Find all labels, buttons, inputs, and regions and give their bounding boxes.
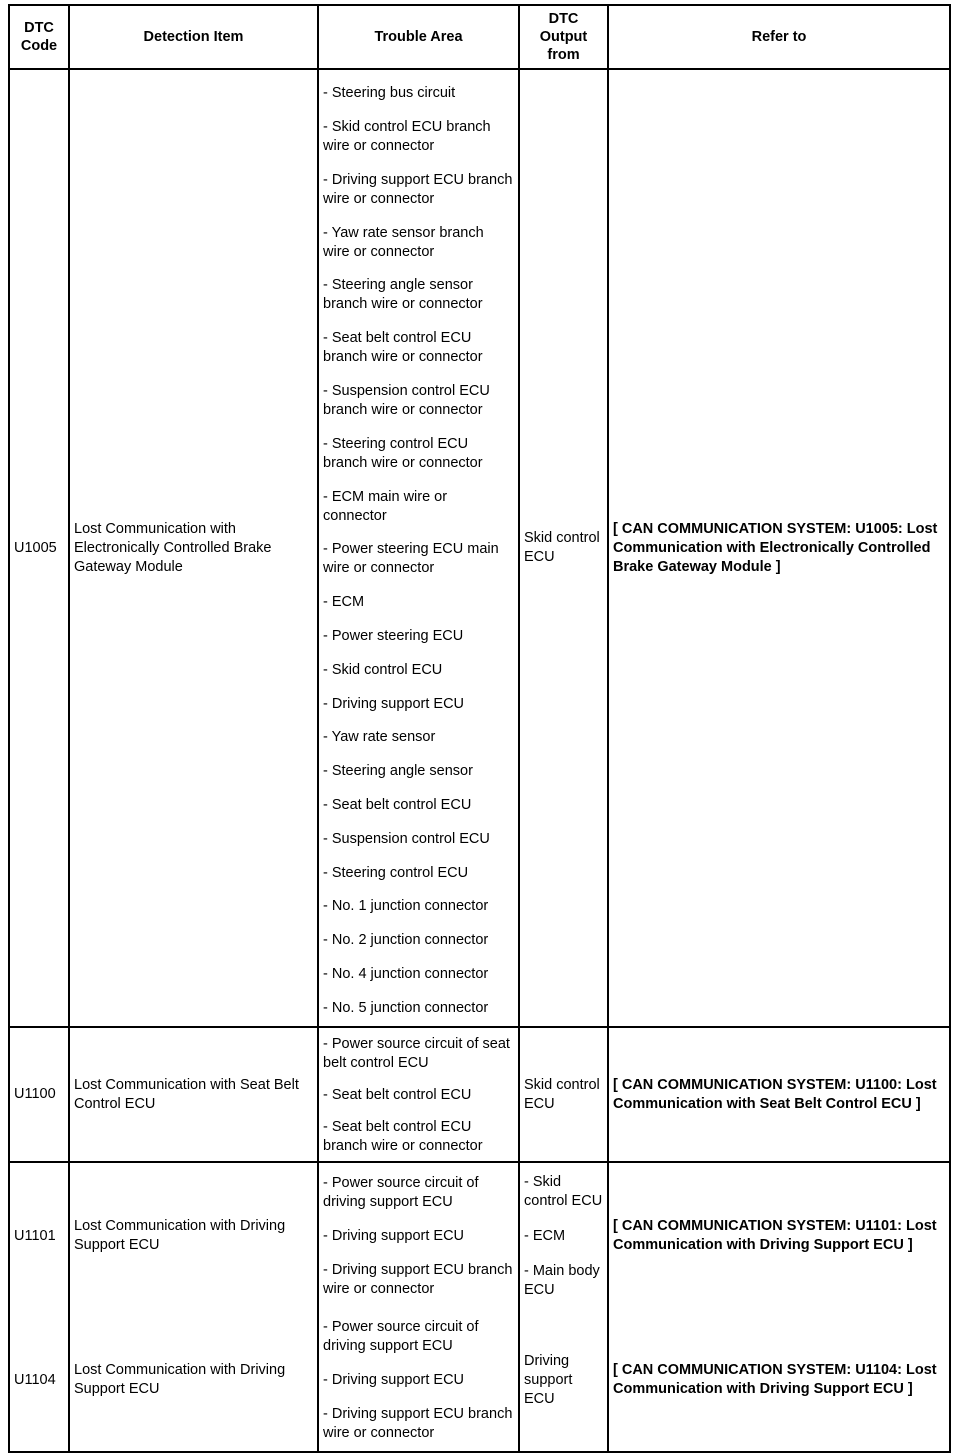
header-detection-item: Detection Item	[69, 5, 318, 69]
dtc-output-cell	[520, 1163, 607, 1309]
trouble-area-item: - Yaw rate sensor	[323, 729, 436, 746]
trouble-area-item: - Driving support ECU branch wire or connector	[323, 1261, 513, 1297]
trouble-area-item: - Driving support ECU	[323, 695, 465, 712]
trouble-area-item: - Power source circuit of driving support ECU	[323, 1174, 479, 1210]
dtc-output-cell: Skid control ECU	[519, 1027, 608, 1162]
trouble-area-item: - Steering bus circuit	[323, 85, 456, 102]
dtc-code-cell: U1101	[14, 1227, 56, 1244]
header-dtc-code: DTC Code	[9, 5, 69, 69]
trouble-area-list	[323, 84, 514, 1018]
trouble-area-item: - Driving support ECU	[323, 1371, 465, 1388]
dtc-output-list	[524, 1173, 603, 1300]
trouble-area-cell	[318, 69, 519, 1027]
dtc-code-group	[9, 1162, 69, 1452]
trouble-area-item: - Seat belt control ECU branch wire or connector	[323, 330, 483, 366]
trouble-area-item: - ECM	[323, 594, 365, 611]
trouble-area-item: - Driving support ECU branch wire or connector	[323, 1405, 513, 1441]
trouble-area-item: - Skid control ECU branch wire or connector	[323, 119, 491, 155]
trouble-area-cell	[319, 1163, 518, 1309]
dtc-code-cell: U1005	[9, 69, 69, 1027]
trouble-area-cell	[318, 1027, 519, 1162]
trouble-area-item: - Driving support ECU	[323, 1227, 465, 1244]
dtc-output-cell: Driving support ECU	[524, 1352, 573, 1407]
trouble-area-item: - Skid control ECU	[323, 661, 443, 678]
table-row-u1100	[9, 1027, 950, 1162]
trouble-area-item: - Driving support ECU branch wire or connector	[323, 171, 513, 207]
refer-to-link[interactable]: [ CAN COMMUNICATION SYSTEM: U1100: Lost Communication with Seat Belt Control ECU ]	[608, 1027, 950, 1162]
trouble-area-item: - ECM main wire or connector	[323, 488, 448, 524]
refer-to-group	[608, 1162, 950, 1452]
detection-item-cell: Lost Communication with Seat Belt Control ECU	[69, 1027, 318, 1162]
trouble-area-item: - Power source circuit of driving support ECU	[323, 1318, 479, 1354]
trouble-area-list	[323, 1035, 514, 1156]
trouble-area-item: - Seat belt control ECU	[323, 1087, 472, 1103]
header-dtc-output: DTC Output from	[519, 5, 608, 69]
trouble-area-item: - Seat belt control ECU	[323, 796, 472, 813]
header-trouble-area: Trouble Area	[318, 5, 519, 69]
table-header-row	[9, 5, 950, 69]
trouble-area-item: - Yaw rate sensor branch wire or connector	[323, 224, 484, 260]
dtc-code-cell: U1100	[9, 1027, 69, 1162]
table-row-u1005	[9, 69, 950, 1027]
refer-to-link[interactable]: [ CAN COMMUNICATION SYSTEM: U1005: Lost Communication with Electronically Controlled Brake Gateway Module ]	[608, 69, 950, 1027]
dtc-code-cell: U1104	[14, 1371, 56, 1388]
trouble-area-item: - Suspension control ECU branch wire or connector	[323, 383, 490, 419]
trouble-area-item: - Power source circuit of seat belt control ECU	[323, 1036, 510, 1071]
dtc-output-item: - Main body ECU	[524, 1262, 600, 1298]
trouble-area-group	[318, 1162, 519, 1452]
detection-item-cell: Lost Communication with Driving Support ECU	[74, 1218, 286, 1253]
dtc-output-item: - Skid control ECU	[524, 1173, 603, 1209]
trouble-area-item: - No. 1 junction connector	[323, 898, 489, 915]
trouble-area-item: - No. 4 junction connector	[323, 965, 489, 982]
trouble-area-item: - Power steering ECU main wire or connector	[323, 541, 499, 577]
trouble-area-item: - Steering angle sensor	[323, 763, 473, 780]
trouble-area-cell	[319, 1309, 518, 1451]
trouble-area-item: - Steering angle sensor branch wire or connector	[323, 277, 483, 313]
trouble-area-item: - Seat belt control ECU branch wire or connector	[323, 1119, 483, 1154]
refer-to-link[interactable]: [ CAN COMMUNICATION SYSTEM: U1101: Lost Communication with Driving Support ECU ]	[613, 1218, 937, 1253]
detection-item-cell: Lost Communication with Electronically Controlled Brake Gateway Module	[69, 69, 318, 1027]
table-row-group-u1101-u1104	[9, 1162, 950, 1452]
trouble-area-item: - Suspension control ECU	[323, 830, 490, 847]
refer-to-link[interactable]: [ CAN COMMUNICATION SYSTEM: U1104: Lost Communication with Driving Support ECU ]	[613, 1362, 937, 1397]
trouble-area-list	[323, 1318, 514, 1443]
dtc-table	[8, 4, 951, 1453]
trouble-area-item: - No. 2 junction connector	[323, 932, 489, 949]
trouble-area-item: - Steering control ECU	[323, 864, 469, 881]
dtc-output-group	[519, 1162, 608, 1452]
detection-item-cell: Lost Communication with Driving Support ECU	[74, 1362, 286, 1397]
trouble-area-list	[323, 1174, 514, 1299]
dtc-output-item: - ECM	[524, 1227, 566, 1244]
dtc-output-cell: Skid control ECU	[519, 69, 608, 1027]
header-refer-to: Refer to	[608, 5, 950, 69]
trouble-area-item: - Steering control ECU branch wire or connector	[323, 435, 483, 471]
trouble-area-item: - No. 5 junction connector	[323, 999, 489, 1016]
trouble-area-item: - Power steering ECU	[323, 628, 464, 644]
detection-item-group	[69, 1162, 318, 1452]
